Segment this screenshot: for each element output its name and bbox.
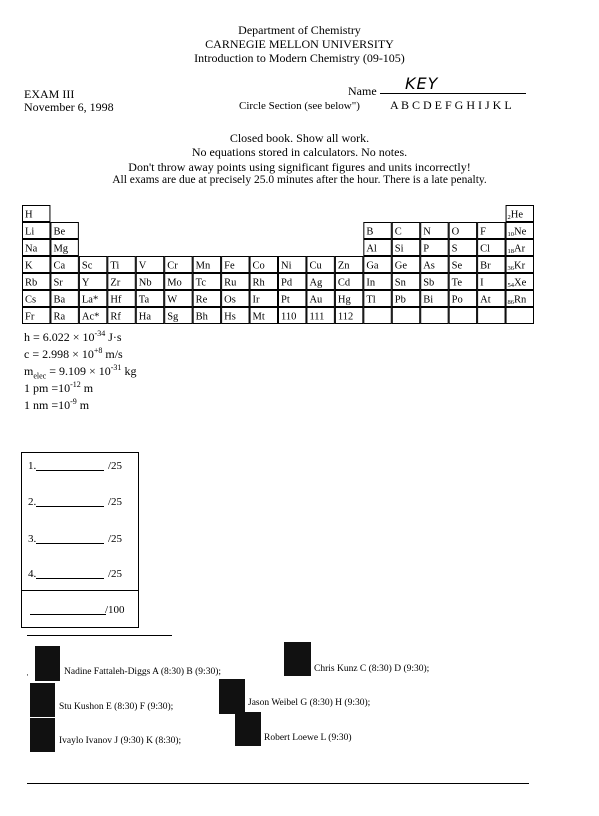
element-cell-n xyxy=(421,223,448,239)
element-cell-ag xyxy=(307,274,334,290)
element-cell-ne xyxy=(506,223,533,239)
element-symbol: At xyxy=(480,294,491,306)
bottom-rule xyxy=(27,783,529,784)
element-cell-li xyxy=(23,223,50,239)
ta-weibel: Jason Weibel G (8:30) H (9:30); xyxy=(248,698,371,708)
element-cell-po xyxy=(449,291,476,307)
score-number-1: 1. xyxy=(28,460,37,472)
element-symbol: Rh xyxy=(252,277,265,289)
element-cell-border xyxy=(478,308,505,324)
electron-mass-unit: kg xyxy=(121,364,137,378)
planck-unit: J·s xyxy=(105,330,122,344)
element-cell-co xyxy=(250,257,277,273)
element-cell-pb xyxy=(392,291,419,307)
element-symbol: Ta xyxy=(138,294,150,306)
element-symbol: Be xyxy=(53,226,66,238)
university-heading: CARNEGIE MELLON UNIVERSITY xyxy=(205,37,394,51)
element-cell-border xyxy=(364,308,391,324)
element-symbol: Tl xyxy=(366,294,376,306)
element-symbol: La* xyxy=(81,294,99,306)
element-cell-empty-88 xyxy=(478,308,505,324)
element-symbol: Sb xyxy=(423,277,435,289)
element-symbol: Ac* xyxy=(81,311,100,323)
element-cell-sr xyxy=(51,274,78,290)
element-cell-fr xyxy=(23,308,50,324)
ta-kushon: Stu Kushon E (8:30) F (9:30); xyxy=(59,702,174,712)
picometer-unit: m xyxy=(80,381,94,395)
element-cell-border xyxy=(506,308,533,324)
element-cell-te xyxy=(449,274,476,290)
element-symbol: Rf xyxy=(110,311,121,323)
instruction-4: All exams are due at precisely 25.0 minutes after the hour. There is a late penalty. xyxy=(112,174,487,186)
element-symbol: Re xyxy=(195,294,208,306)
score-points-4: /25 xyxy=(108,568,123,580)
element-cell-bi xyxy=(421,291,448,307)
element-symbol: 36Kr xyxy=(507,260,526,272)
electron-mass-symbol: m xyxy=(24,364,34,378)
element-symbol: Ca xyxy=(53,260,66,272)
element-cell-si xyxy=(392,240,419,256)
score-blank-total[interactable] xyxy=(30,614,106,615)
element-cell-y xyxy=(79,274,106,290)
element-symbol: S xyxy=(451,243,458,255)
element-cell-bh xyxy=(193,308,220,324)
element-cell-he xyxy=(506,206,533,222)
conversion-nanometer xyxy=(24,397,89,413)
element-cell-xe xyxy=(506,274,533,290)
element-symbol: Ni xyxy=(281,260,292,272)
element-symbol: Cu xyxy=(309,260,322,272)
element-cell-v xyxy=(136,257,163,273)
element-symbol: 112 xyxy=(337,311,354,323)
section-options: A B C D E F G H I J K L xyxy=(390,98,512,112)
element-symbol: Ir xyxy=(252,294,260,306)
element-symbol: Fr xyxy=(25,311,35,323)
element-cell-f xyxy=(478,223,505,239)
ta-photo-ivanov xyxy=(30,718,55,752)
element-symbol: Os xyxy=(224,294,236,306)
element-cell-ha xyxy=(136,308,163,324)
instruction-1: Closed book. Show all work. xyxy=(229,131,370,145)
score-points-total: /100 xyxy=(105,604,125,616)
electron-mass-value: = 9.109 × 10 xyxy=(46,364,111,378)
element-cell-ti xyxy=(108,257,135,273)
element-cell-mn xyxy=(193,257,220,273)
element-cell-i xyxy=(478,274,505,290)
element-symbol: Fe xyxy=(224,260,235,272)
element-cell-cs xyxy=(23,291,50,307)
element-symbol: Y xyxy=(81,277,90,289)
element-symbol: Mo xyxy=(167,277,182,289)
element-cell-sb xyxy=(421,274,448,290)
element-symbol: Co xyxy=(252,260,265,272)
ta-photo-fattaleh-diggs xyxy=(35,646,60,681)
element-cell-la xyxy=(79,291,106,307)
element-symbol: Rb xyxy=(25,277,38,289)
element-cell-ni xyxy=(279,257,306,273)
name-value: KEY xyxy=(405,74,439,93)
score-box xyxy=(21,452,139,628)
element-symbol: Nb xyxy=(138,277,152,289)
name-underline xyxy=(380,93,526,94)
picometer-prefix: 1 pm =10 xyxy=(24,381,71,395)
element-cell-hf xyxy=(108,291,135,307)
course-heading: Introduction to Modern Chemistry (09-105) xyxy=(194,51,405,65)
element-cell-ga xyxy=(364,257,391,273)
element-symbol: Hs xyxy=(224,311,236,323)
element-symbol: W xyxy=(167,294,178,306)
element-symbol: C xyxy=(394,226,402,238)
element-cell-empty-85 xyxy=(392,308,419,324)
element-cell-111 xyxy=(307,308,334,324)
element-cell-hg xyxy=(335,291,362,307)
element-symbol: Pt xyxy=(281,294,290,306)
planck-exponent: -34 xyxy=(94,329,106,338)
instruction-3: Don't throw away points using significant figures and units incorrectly! xyxy=(128,160,471,174)
element-symbol: Mn xyxy=(195,260,211,272)
planck-prefix: h = 6.022 × 10 xyxy=(24,330,95,344)
score-points-2: /25 xyxy=(108,496,123,508)
element-symbol: F xyxy=(480,226,486,238)
element-symbol: Cd xyxy=(337,277,351,289)
element-cell-zn xyxy=(335,257,362,273)
element-cell-nb xyxy=(136,274,163,290)
element-symbol: As xyxy=(423,260,435,272)
element-cell-empty-86 xyxy=(421,308,448,324)
element-cell-na xyxy=(23,240,50,256)
ta-photo-kunz xyxy=(284,642,311,676)
element-symbol: Pd xyxy=(281,277,293,289)
nanometer-unit: m xyxy=(76,398,90,412)
element-symbol: 110 xyxy=(281,311,297,323)
score-points-3: /25 xyxy=(108,533,123,545)
element-cell-au xyxy=(307,291,334,307)
element-cell-border xyxy=(421,308,448,324)
element-cell-pt xyxy=(279,291,306,307)
element-symbol: Na xyxy=(25,243,38,255)
element-cell-hs xyxy=(222,308,249,324)
element-symbol: Cs xyxy=(25,294,37,306)
instruction-2: No equations stored in calculators. No notes. xyxy=(191,145,408,159)
element-cell-tl xyxy=(364,291,391,307)
element-symbol: Se xyxy=(451,260,463,272)
exam-date: November 6, 1998 xyxy=(24,100,114,114)
element-cell-se xyxy=(449,257,476,273)
element-symbol: Ha xyxy=(138,311,152,323)
element-cell-112 xyxy=(335,308,362,324)
element-symbol: Pb xyxy=(394,294,406,306)
department-heading: Department of Chemistry xyxy=(238,23,361,37)
element-cell-sc xyxy=(79,257,106,273)
bullet-mark: · xyxy=(26,670,29,680)
element-symbol: Ba xyxy=(53,294,66,306)
element-symbol: Hg xyxy=(337,294,351,306)
element-symbol: Hf xyxy=(110,294,122,306)
element-symbol: B xyxy=(366,226,374,238)
score-blank-2[interactable] xyxy=(36,506,104,507)
score-number-3: 3. xyxy=(28,533,37,545)
element-cell-ar xyxy=(506,240,533,256)
ta-separator xyxy=(27,635,172,636)
element-cell-ba xyxy=(51,291,78,307)
element-cell-w xyxy=(165,291,192,307)
constant-light-speed xyxy=(24,346,123,362)
ta-ivanov: Ivaylo Ivanov J (9:30) K (8:30); xyxy=(59,736,182,746)
element-symbol: Au xyxy=(309,294,323,306)
nanometer-exponent: -9 xyxy=(70,397,77,406)
constant-electron-mass xyxy=(24,363,136,380)
ta-photo-kushon xyxy=(30,683,55,717)
ta-fattaleh-diggs: Nadine Fattaleh-Diggs A (8:30) B (9:30); xyxy=(64,667,221,677)
element-symbol: In xyxy=(366,277,376,289)
element-cell-cl xyxy=(478,240,505,256)
element-symbol: Ra xyxy=(53,311,66,323)
element-symbol: Ag xyxy=(309,277,323,289)
section-label: Circle Section (see below") xyxy=(239,100,360,112)
picometer-exponent: -12 xyxy=(70,380,81,389)
score-blank-4[interactable] xyxy=(36,578,104,579)
element-cell-os xyxy=(222,291,249,307)
element-cell-in xyxy=(364,274,391,290)
element-symbol: 86Rn xyxy=(507,294,527,306)
element-cell-sg xyxy=(165,308,192,324)
element-cell-pd xyxy=(279,274,306,290)
element-cell-rn xyxy=(506,291,533,307)
element-cell-mo xyxy=(165,274,192,290)
element-cell-ir xyxy=(250,291,277,307)
score-blank-3[interactable] xyxy=(36,543,104,544)
nanometer-prefix: 1 nm =10 xyxy=(24,398,71,412)
element-cell-zr xyxy=(108,274,135,290)
element-cell-al xyxy=(364,240,391,256)
element-cell-k xyxy=(23,257,50,273)
element-symbol: 2He xyxy=(507,209,524,221)
element-cell-sn xyxy=(392,274,419,290)
periodic-table xyxy=(22,205,534,324)
element-symbol: Li xyxy=(25,226,35,238)
score-points-1: /25 xyxy=(108,460,123,472)
element-symbol: Te xyxy=(451,277,463,289)
element-cell-re xyxy=(193,291,220,307)
element-symbol: N xyxy=(423,226,431,238)
ta-photo-weibel xyxy=(219,679,245,714)
score-number-4: 4. xyxy=(28,568,37,580)
element-cell-ra xyxy=(51,308,78,324)
element-cell-ac xyxy=(79,308,106,324)
element-symbol: Si xyxy=(394,243,404,255)
element-symbol: K xyxy=(25,260,33,272)
element-cell-cu xyxy=(307,257,334,273)
conversion-picometer xyxy=(24,380,93,396)
element-symbol: O xyxy=(451,226,460,238)
element-symbol: P xyxy=(423,243,430,255)
element-symbol: Sc xyxy=(81,260,93,272)
element-cell-rf xyxy=(108,308,135,324)
element-symbol: V xyxy=(138,260,147,272)
element-cell-empty-87 xyxy=(449,308,476,324)
element-symbol: 10Ne xyxy=(507,226,527,238)
element-cell-cd xyxy=(335,274,362,290)
ta-loewe: Robert Loewe L (9:30) xyxy=(264,733,352,743)
element-symbol: Ti xyxy=(110,260,120,272)
element-cell-o xyxy=(449,223,476,239)
element-symbol: 54Xe xyxy=(507,277,527,289)
electron-mass-subscript: elec xyxy=(33,371,47,381)
element-cell-ta xyxy=(136,291,163,307)
element-symbol: Bh xyxy=(195,311,208,323)
name-label: Name xyxy=(348,84,377,98)
element-cell-b xyxy=(364,223,391,239)
score-blank-1[interactable] xyxy=(36,470,104,471)
element-cell-h xyxy=(23,206,50,222)
light-speed-prefix: c = 2.998 × 10 xyxy=(24,347,94,361)
electron-mass-exponent: -31 xyxy=(110,363,122,372)
element-cell-be xyxy=(51,223,78,239)
score-number-2: 2. xyxy=(28,496,37,508)
light-speed-exponent: +8 xyxy=(93,346,103,355)
element-symbol: Br xyxy=(480,260,491,272)
element-cell-ca xyxy=(51,257,78,273)
element-symbol: Ge xyxy=(394,260,408,272)
element-symbol: Zn xyxy=(337,260,350,272)
element-symbol: Cr xyxy=(167,260,178,272)
light-speed-unit: m/s xyxy=(102,347,123,361)
element-cell-kr xyxy=(506,257,533,273)
element-symbol: Mt xyxy=(252,311,265,323)
element-cell-ru xyxy=(222,274,249,290)
element-cell-as xyxy=(421,257,448,273)
element-cell-s xyxy=(449,240,476,256)
element-symbol: Bi xyxy=(423,294,434,306)
element-symbol: 18Ar xyxy=(507,243,526,255)
element-cell-border xyxy=(449,308,476,324)
ta-kunz: Chris Kunz C (8:30) D (9:30); xyxy=(314,664,430,674)
exam-title: EXAM III xyxy=(24,87,75,101)
element-symbol: Al xyxy=(366,243,377,255)
element-symbol: Zr xyxy=(110,277,121,289)
element-cell-mg xyxy=(51,240,78,256)
element-cell-c xyxy=(392,223,419,239)
element-cell-rb xyxy=(23,274,50,290)
element-cell-rh xyxy=(250,274,277,290)
element-symbol: I xyxy=(480,277,484,289)
element-cell-tc xyxy=(193,274,220,290)
element-symbol: Po xyxy=(451,294,463,306)
element-symbol: Sr xyxy=(53,277,63,289)
element-cell-110 xyxy=(279,308,306,324)
element-cell-cr xyxy=(165,257,192,273)
element-symbol: Tc xyxy=(195,277,207,289)
element-cell-at xyxy=(478,291,505,307)
element-cell-mt xyxy=(250,308,277,324)
element-symbol: Ga xyxy=(366,260,379,272)
element-cell-empty-84 xyxy=(364,308,391,324)
element-cell-border xyxy=(392,308,419,324)
element-symbol: H xyxy=(25,209,33,221)
element-symbol: Sg xyxy=(167,311,179,323)
element-cell-ge xyxy=(392,257,419,273)
element-cell-fe xyxy=(222,257,249,273)
element-symbol: Cl xyxy=(480,243,491,255)
score-divider xyxy=(22,590,138,591)
element-cell-empty-89 xyxy=(506,308,533,324)
element-symbol: 111 xyxy=(309,311,325,323)
constant-planck xyxy=(24,329,122,345)
element-symbol: Ru xyxy=(224,277,237,289)
element-cell-p xyxy=(421,240,448,256)
element-cell-br xyxy=(478,257,505,273)
element-symbol: Mg xyxy=(53,243,69,255)
ta-photo-loewe xyxy=(235,712,261,746)
element-symbol: Sn xyxy=(394,277,406,289)
